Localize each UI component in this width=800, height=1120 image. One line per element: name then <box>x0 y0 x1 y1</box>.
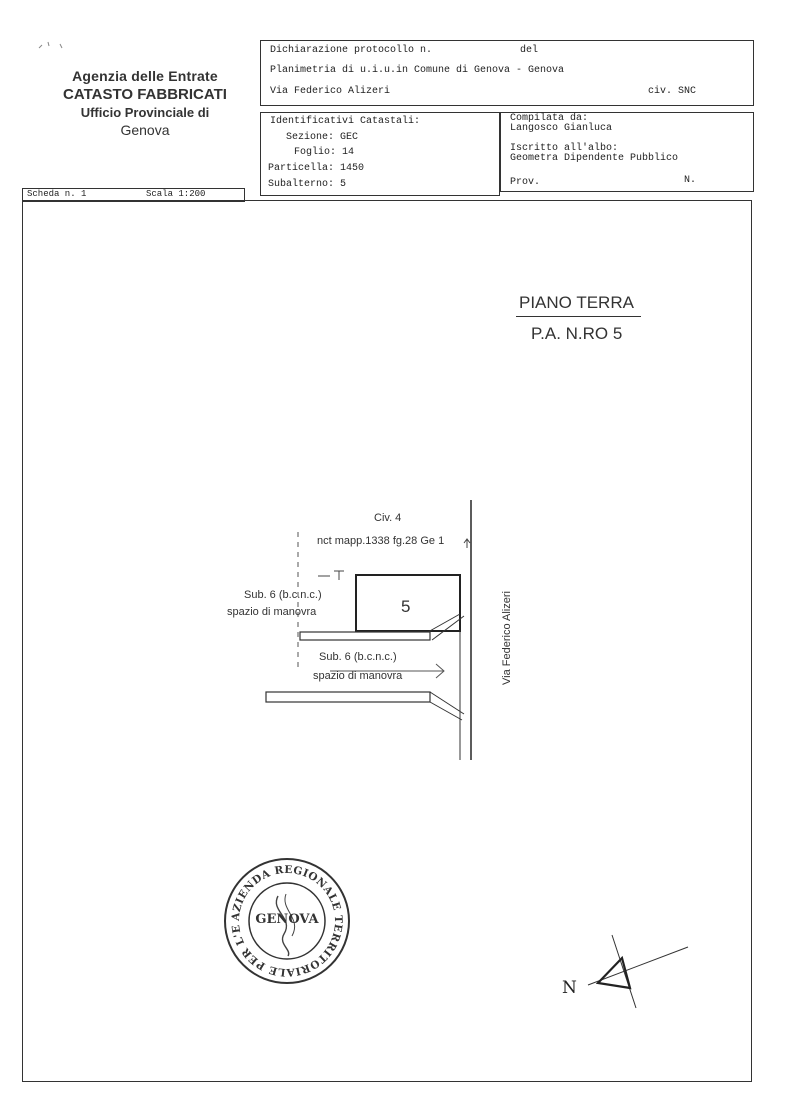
protocol-label: Dichiarazione protocollo n. <box>270 45 433 56</box>
seal-center-text: GENOVA <box>255 912 319 927</box>
n-label: N. <box>684 175 697 186</box>
compilata-label: Compilata da: <box>510 113 589 124</box>
iscritto-label: Iscritto all'albo: <box>510 143 619 154</box>
identificativi-title: Identificativi Catastali: <box>270 116 421 127</box>
planimetria-line: Planimetria di u.i.u.in Comune di Genova - Genova <box>270 65 565 76</box>
foglio: Foglio: 14 <box>294 147 355 158</box>
plan-title: PIANO TERRA <box>519 293 634 312</box>
north-arrow-icon <box>588 935 688 1008</box>
ufficio-city: Genova <box>120 122 170 138</box>
seal-ring-text: AZIENDA REGIONALE TERRITORIALE PER L'E <box>229 863 345 979</box>
unit-number: 5 <box>401 597 411 616</box>
subalterno: Subalterno: 5 <box>268 179 347 190</box>
address-line: Via Federico Alizeri <box>270 86 391 97</box>
catasto-title: CATASTO FABBRICATI <box>63 86 227 103</box>
ufficio-label: Ufficio Provinciale di <box>80 105 210 120</box>
north-label: N <box>562 978 577 998</box>
scheda-label: Scheda n. 1 <box>27 189 87 199</box>
spazio-label-a: spazio di manovra <box>227 606 317 618</box>
particella: Particella: 1450 <box>268 163 365 174</box>
compilata-name: Langosco Gianluca <box>510 123 613 134</box>
spazio-label-b: spazio di manovra <box>313 670 403 682</box>
plan-subtitle: P.A. N.RO 5 <box>531 324 623 343</box>
street-label: Via Federico Alizeri <box>501 591 513 685</box>
agency-name: Agenzia delle Entrate <box>72 68 218 84</box>
prov-label: Prov. <box>510 177 541 188</box>
nct-label: nct mapp.1338 fg.28 Ge 1 <box>317 535 445 547</box>
protocol-del: del <box>520 45 539 56</box>
albo: Geometra Dipendente Pubblico <box>510 153 679 164</box>
civ-number: civ. SNC <box>648 86 697 97</box>
sub6-label-a: Sub. 6 (b.c.n.c.) <box>244 589 322 601</box>
sezione: Sezione: GEC <box>286 132 359 143</box>
civ4-label: Civ. 4 <box>374 512 402 524</box>
scala-label: Scala 1:200 <box>146 189 206 199</box>
sub6-label-b: Sub. 6 (b.c.n.c.) <box>319 651 397 663</box>
